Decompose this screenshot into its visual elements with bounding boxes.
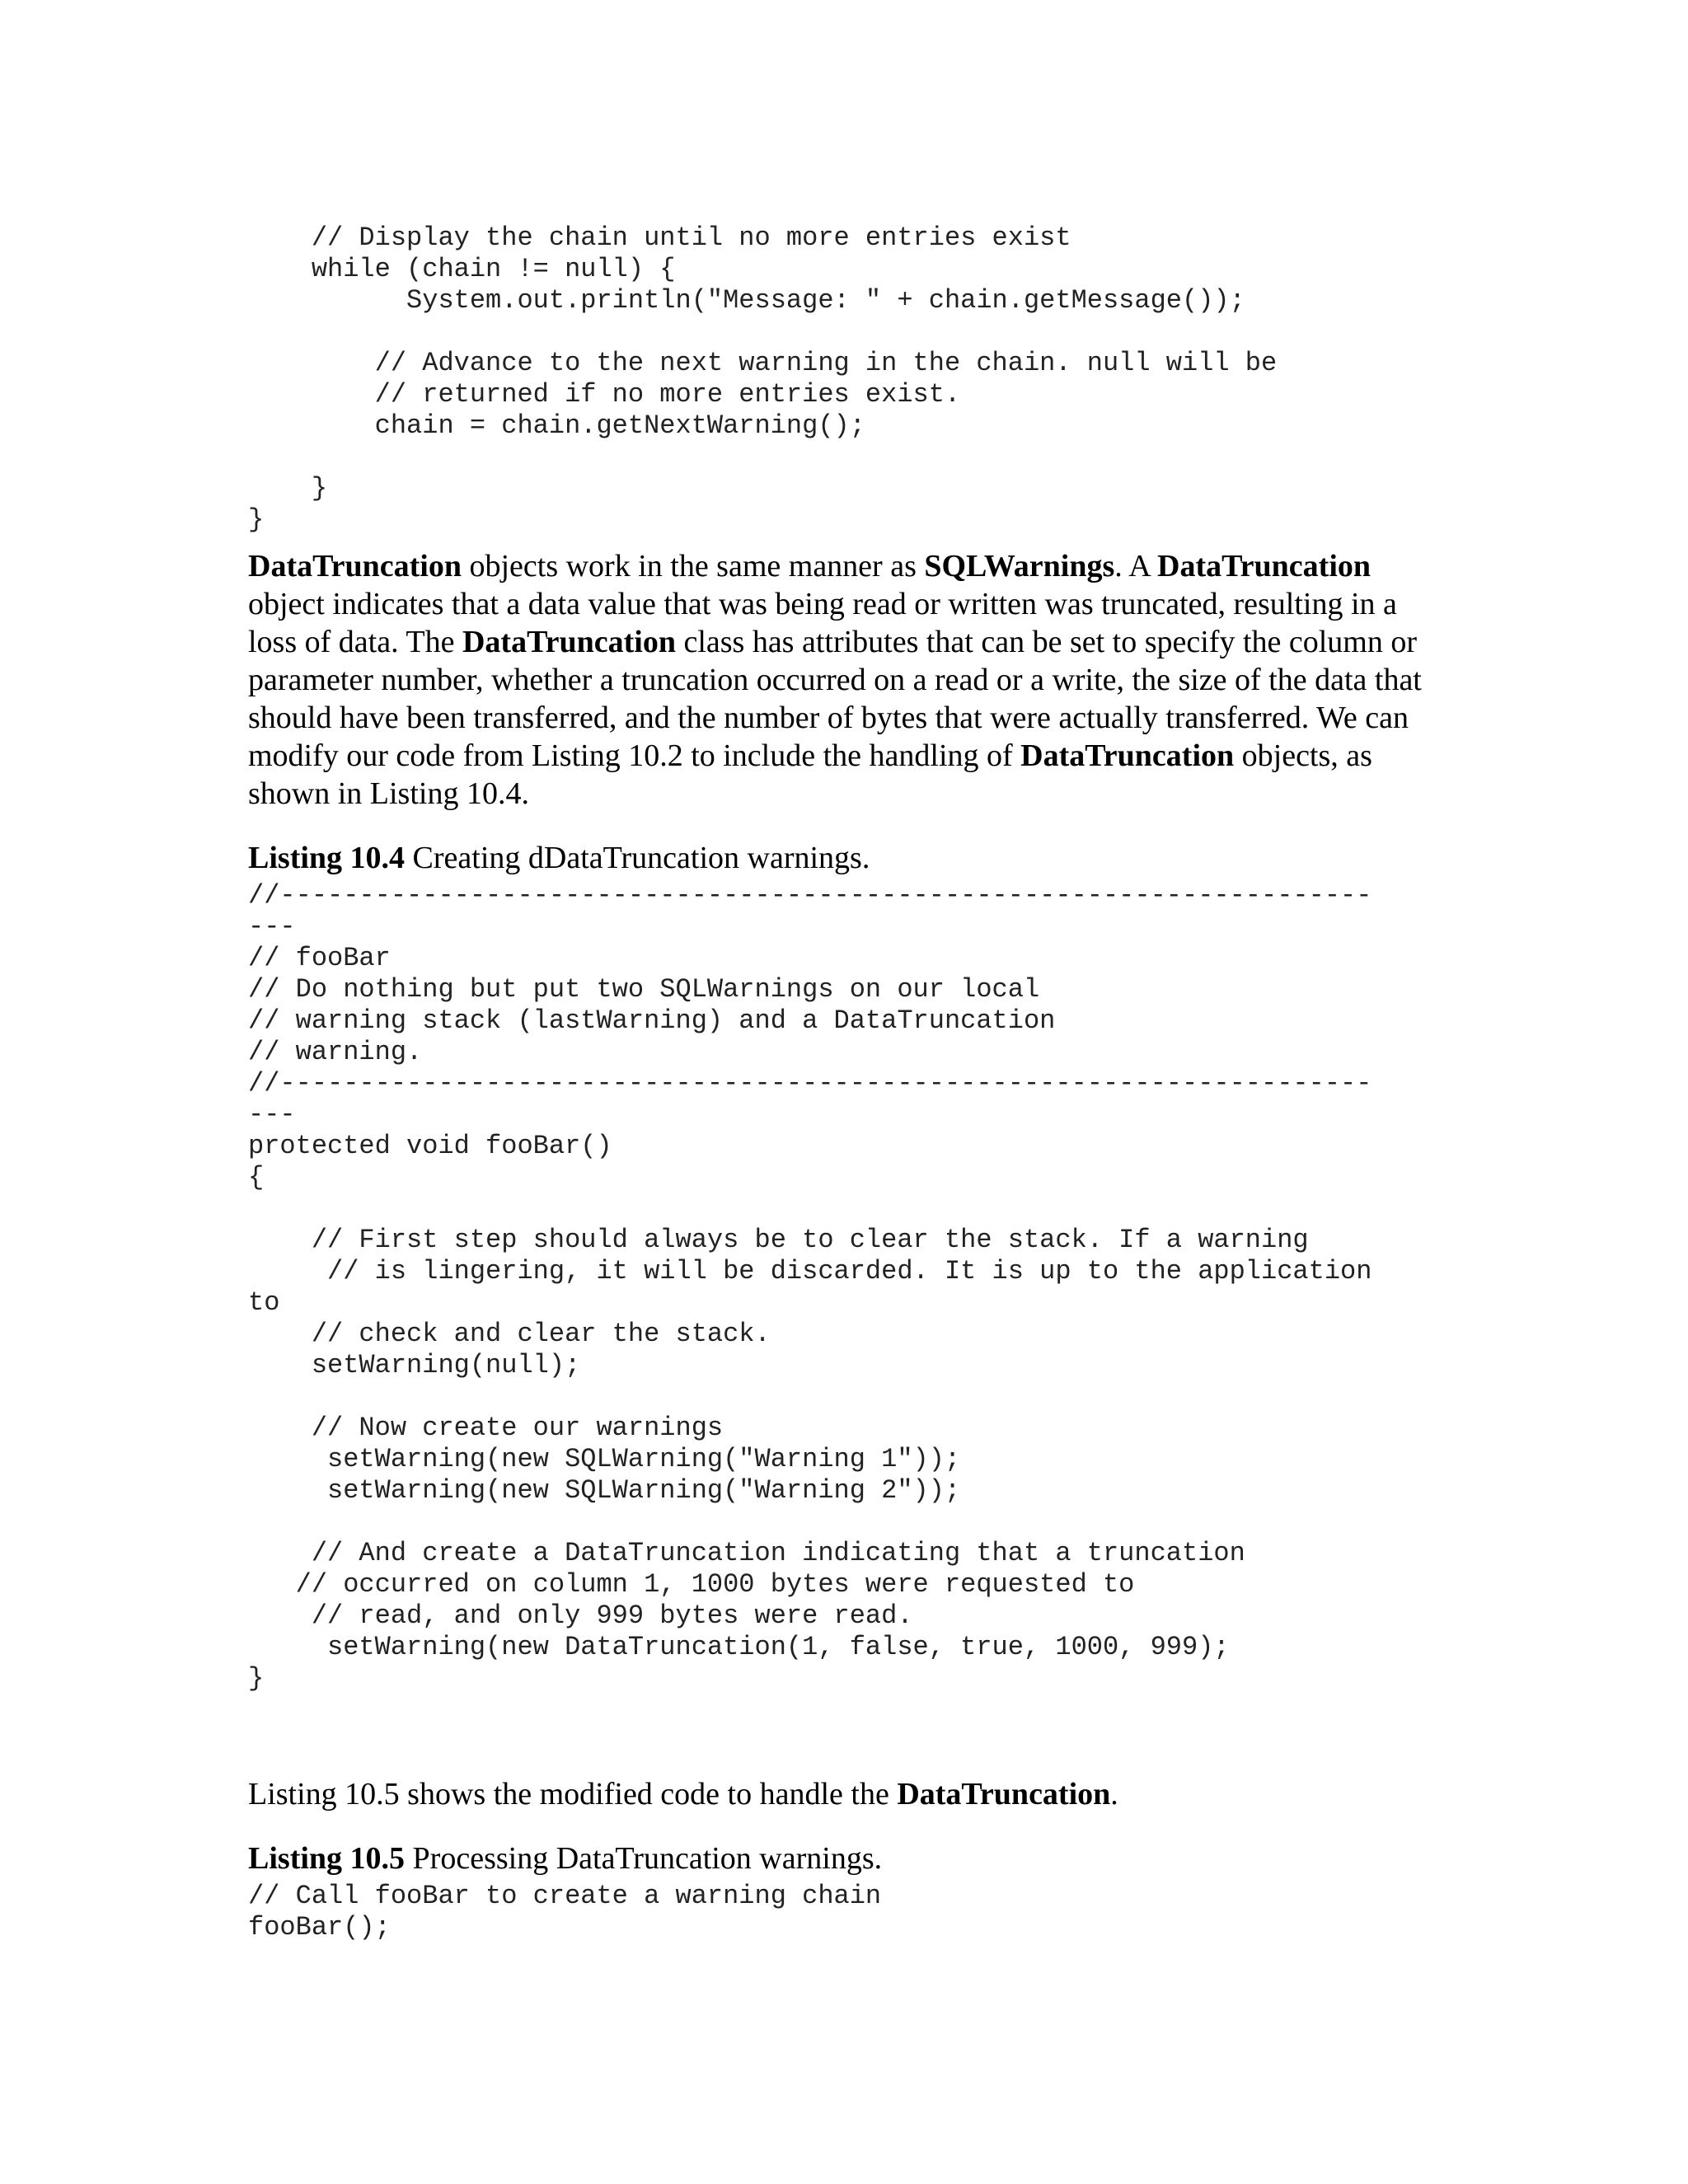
document-page — [248, 223, 1451, 1943]
listing-10-4-caption — [248, 839, 1451, 877]
code-line: // occurred on column 1, 1000 bytes were requested to — [248, 1569, 1135, 1600]
bold-term: DataTruncation — [1157, 549, 1372, 583]
code-line — [248, 1507, 1451, 1538]
text-run: objects work in the same manner as — [461, 549, 925, 583]
code-line: } — [248, 504, 265, 535]
text-run: . — [1110, 1777, 1118, 1811]
bold-term: DataTruncation — [1020, 738, 1235, 773]
code-line: // warning. — [248, 1037, 423, 1067]
code-line: // warning stack (lastWarning) and a DataTruncation — [248, 1005, 1056, 1036]
code-line — [248, 442, 1451, 473]
code-line: // read, and only 999 bytes were read. — [248, 1601, 913, 1631]
code-line: --- — [248, 912, 296, 942]
paragraph-datatruncation-intro — [248, 547, 1451, 813]
code-line: setWarning(null); — [248, 1350, 581, 1380]
code-line: //--------------------------------------------------------------------- — [248, 880, 1372, 911]
code-block-chain-loop — [248, 223, 1451, 536]
code-line: // Advance to the next warning in the chain. null will be — [248, 348, 1278, 378]
listing-10-5-caption — [248, 1840, 1451, 1877]
code-line: // check and clear the stack. — [248, 1319, 771, 1349]
code-line: } — [248, 473, 328, 504]
code-line: // Now create our warnings — [248, 1413, 724, 1443]
code-line: // Call fooBar to create a warning chain — [248, 1881, 882, 1911]
listing-title: Processing DataTruncation warnings. — [405, 1841, 883, 1876]
code-line: fooBar(); — [248, 1912, 391, 1943]
code-line — [248, 1381, 1451, 1413]
code-line: } — [248, 1663, 265, 1694]
code-block-foobar — [248, 880, 1451, 1694]
bold-term: DataTruncation — [248, 549, 462, 583]
code-line: // is lingering, it will be discarded. It is up to the application — [248, 1256, 1372, 1286]
code-line: // fooBar — [248, 943, 391, 973]
bold-term: DataTruncation — [462, 625, 676, 659]
bold-term: DataTruncation — [897, 1777, 1111, 1811]
code-line: setWarning(new SQLWarning("Warning 2")); — [248, 1475, 961, 1506]
listing-title: Creating dDataTruncation warnings. — [405, 841, 870, 875]
text-run: class has attributes that can be set to specify the column or parameter number, whether a truncation occurred on a read or a write, the size of the data that should have been transferred, and the number of bytes that were actually transferred. We can modify our code from Listing 10.2 to include the handling of — [248, 625, 1422, 773]
code-line: chain = chain.getNextWarning(); — [248, 410, 865, 441]
bold-term: SQLWarnings — [924, 549, 1115, 583]
code-line: setWarning(new DataTruncation(1, false, true, 1000, 999); — [248, 1632, 1230, 1662]
text-run: objects, as shown in Listing 10.4. — [248, 738, 1372, 811]
listing-label: Listing 10.4 — [248, 841, 406, 875]
code-line: // Do nothing but put two SQLWarnings on our local — [248, 974, 1040, 1005]
code-block-call-foobar — [248, 1881, 1451, 1943]
code-line: System.out.println("Message: " + chain.getMessage()); — [248, 285, 1245, 316]
code-line — [248, 1193, 1451, 1225]
code-line: // Display the chain until no more entries exist — [248, 223, 1071, 253]
code-line: setWarning(new SQLWarning("Warning 1")); — [248, 1444, 961, 1474]
code-line: protected void fooBar() — [248, 1131, 612, 1161]
code-line: --- — [248, 1099, 296, 1130]
paragraph-listing-10-5-intro — [248, 1775, 1451, 1813]
code-line: // And create a DataTruncation indicating that a truncation — [248, 1538, 1245, 1568]
text-run: . A — [1114, 549, 1158, 583]
listing-label: Listing 10.5 — [248, 1841, 406, 1876]
code-line: // returned if no more entries exist. — [248, 379, 961, 410]
code-line: // First step should always be to clear the stack. If a warning — [248, 1225, 1309, 1255]
code-line: //--------------------------------------------------------------------- — [248, 1068, 1372, 1099]
code-line: to — [248, 1287, 280, 1318]
code-line: while (chain != null) { — [248, 254, 676, 284]
code-line: { — [248, 1162, 265, 1193]
text-run: Listing 10.5 shows the modified code to handle the — [248, 1777, 898, 1811]
code-line — [248, 316, 1451, 348]
text-run: object indicates that a data value that was being read or written was truncated, resulting in a loss of data. The — [248, 587, 1397, 659]
